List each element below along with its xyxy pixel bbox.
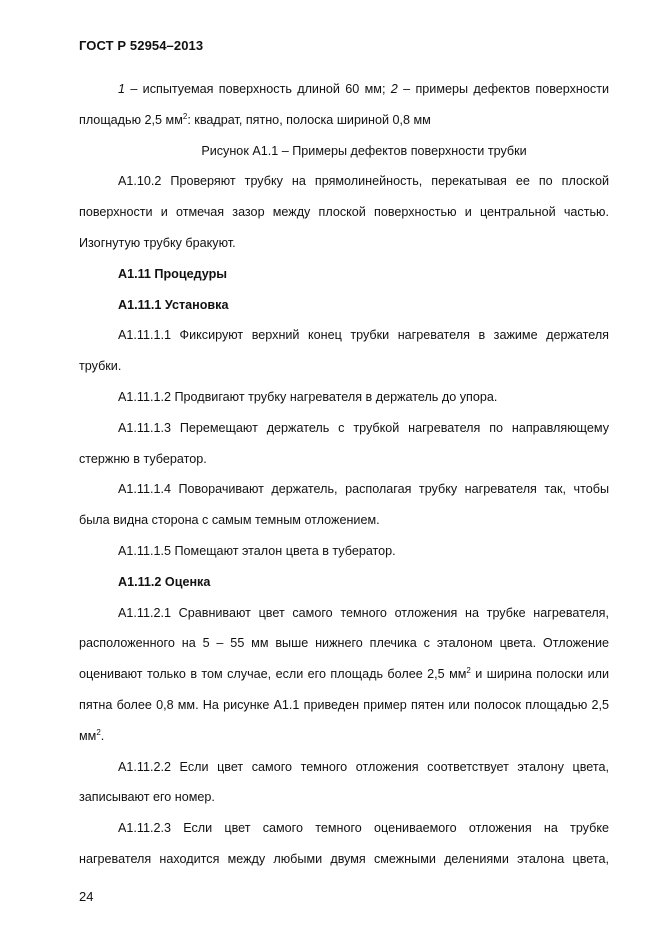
- paragraph-a1-11-2-2: А1.11.2.2 Если цвет самого темного отложения соответствует эталону цвета, записывают его номер.: [79, 759, 609, 805]
- superscript-2a: 2: [466, 666, 471, 676]
- paragraph-a1-11-2-1-text-3: .: [100, 728, 105, 743]
- paragraph-a1-11-1-1: А1.11.1.1 Фиксируют верхний конец трубки нагревателя в зажиме держателя трубки.: [79, 328, 609, 374]
- heading-a1-11-1: А1.11.1 Установка: [118, 297, 229, 312]
- legend-number-2: 2: [390, 82, 398, 96]
- page-number: 24: [79, 889, 94, 904]
- legend-text-1: – испытуемая поверхность длиной 60 мм;: [125, 82, 391, 96]
- legend-number-1: 1: [118, 82, 126, 96]
- document-header: ГОСТ Р 52954–2013: [79, 38, 204, 53]
- legend-superscript: 2: [182, 111, 188, 121]
- paragraph-a1-11-2-3: А1.11.2.3 Если цвет самого темного оцениваемого отложения на трубке нагревателя находится между любыми двумя смежными делениями эталона цвета,: [79, 821, 609, 866]
- heading-a1-11-2: А1.11.2 Оценка: [118, 574, 211, 589]
- paragraph-a1-11-2-1-text-1: А1.11.2.1 Сравнивают цвет самого темного отложения на трубке нагревателя, расположенного на 5 – 55 мм выше нижнего плечика с эталоном цвета. Отложение оценивают только в том случае, если его площадь более 2,5 мм: [79, 605, 609, 682]
- page-body: [79, 74, 609, 875]
- paragraph-a1-11-2-1-text-2: и ширина полоски или пятна более 0,8 мм. На рисунке А1.1 приведен пример пятен или полосок площадью 2,5 мм: [79, 667, 609, 743]
- figure-caption: Рисунок А1.1 – Примеры дефектов поверхности трубки: [201, 143, 527, 158]
- legend-text-2: – примеры дефектов поверхности площадью 2,5 мм: [79, 82, 609, 127]
- paragraph-a1-11-1-5: А1.11.1.5 Помещают эталон цвета в тубератор.: [118, 543, 396, 558]
- legend-text-3: : квадрат, пятно, полоска шириной 0,8 мм: [187, 112, 431, 127]
- paragraph-a1-11-1-3: А1.11.1.3 Перемещают держатель с трубкой нагревателя по направляющему стержню в тубератор.: [79, 420, 609, 466]
- paragraph-a1-10-2: А1.10.2 Проверяют трубку на прямолинейность, перекатывая ее по плоской поверхности и отмечая зазор между плоской поверхностью и центральной частью. Изогнутую трубку бракуют.: [79, 174, 609, 250]
- paragraph-a1-11-2-1: [79, 598, 609, 752]
- superscript-2b: 2: [96, 727, 101, 737]
- paragraph-a1-11-1-4: А1.11.1.4 Поворачивают держатель, располагая трубку нагревателя так, чтобы была видна сторона с самым темным отложением.: [79, 482, 609, 528]
- paragraph-a1-11-1-2: А1.11.1.2 Продвигают трубку нагревателя в держатель до упора.: [118, 389, 498, 404]
- figure-legend: [79, 74, 609, 136]
- heading-a1-11: А1.11 Процедуры: [118, 266, 228, 281]
